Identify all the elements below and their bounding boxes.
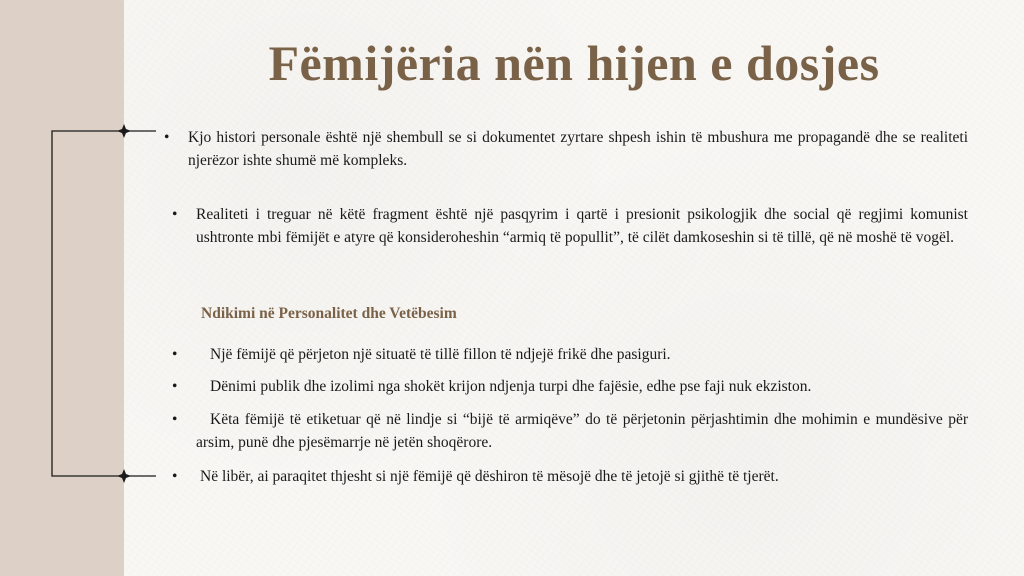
sub-bullet-item	[172, 408, 968, 454]
section-subheading: Ndikimi në Personalitet dhe Vetëbesim	[201, 305, 457, 322]
side-band	[0, 0, 124, 576]
bullet-dot: •	[172, 206, 178, 223]
bullet-dot: •	[172, 346, 178, 363]
sub-bullet-item	[172, 343, 968, 366]
bullet-text: Kjo histori personale është një shembull se si dokumentet zyrtare shpesh ishin të mbushura me propagandë dhe se realiteti njerëzor ishte shumë më kompleks.	[188, 129, 968, 169]
bullet-text: Një fëmijë që përjeton një situatë të tillë fillon të ndjejë frikë dhe pasiguri.	[210, 346, 671, 363]
bullet-text: Këta fëmijë të etiketuar që në lindje si “bijë të armiqëve” do të përjetonin përjashtimin dhe mohimin e mundësive për arsim, punë dhe pjesëmarrje në jetën shoqërore.	[196, 411, 968, 451]
bullet-text: Dënimi publik dhe izolimi nga shokët krijon ndjenja turpi dhe fajësie, edhe pse faji nuk ekziston.	[210, 378, 812, 395]
sub-bullet-item	[172, 375, 968, 398]
bullet-dot: •	[172, 378, 178, 395]
sub-bullet-item	[172, 465, 968, 488]
bullet-text: Realiteti i treguar në këtë fragment është një pasqyrim i qartë i presionit psikologjik dhe social që regjimi komunist ushtronte mbi fëmijët e atyre që konsideroheshin “armiq të popullit”, të cilët damkoseshin si të tillë, që në moshë të vogël.	[196, 206, 968, 246]
slide-title: Fëmijëria nën hijen e dosjes	[268, 35, 880, 91]
bullet-text: Në libër, ai paraqitet thjesht si një fëmijë që dëshiron të mësojë dhe të jetojë si gjithë të tjerët.	[200, 468, 779, 485]
bullet-dot: •	[172, 411, 178, 428]
bullet-item	[164, 126, 968, 172]
bullet-dot: •	[164, 129, 170, 146]
bullet-item	[172, 203, 968, 249]
bullet-dot: •	[172, 468, 178, 485]
